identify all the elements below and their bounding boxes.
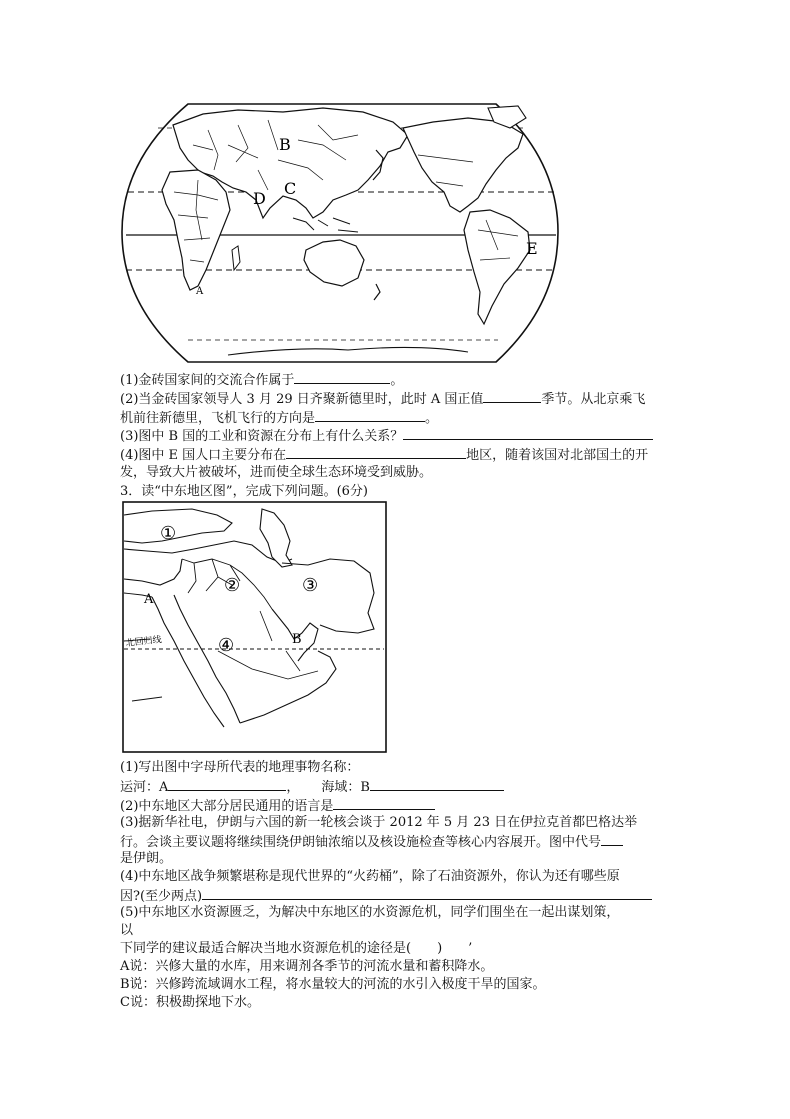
middle-east-label-1: ① [160,523,177,544]
middle-east-label-2: ② [224,575,241,596]
world-map-label-d: D [253,189,266,208]
q3-iran-code-blank[interactable] [601,832,623,846]
q3-sea-blank[interactable] [370,777,504,791]
q2-part3-blank[interactable] [403,426,653,440]
middle-east-label-3: ③ [302,575,319,596]
world-map-label-e: E [526,239,538,258]
middle-east-label-4: ④ [218,635,235,656]
world-map-label-b: B [279,135,291,154]
q2-part2-line2: 机前往新德里，飞机飞行的方向是 。 [120,408,438,428]
q3-part3-line2: 行。会谈主要议题将继续围绕伊朗铀浓缩以及核设施检查等核心内容展开。图中代号 [120,832,623,852]
q2-part1: (1)金砖国家间的交流合作属于 。 [120,370,403,390]
q3-part3-line1: (3)据新华社电，伊朗与六国的新一轮核会谈于 2012 年 5 月 23 日在伊拉克首都巴格达举 [120,815,638,830]
q3-option-b: B说：兴修跨流域调水工程，将水量较大的河流的水引入极度干旱的国家。 [120,977,546,992]
world-map-label-a: A [196,286,204,297]
q3-canal-blank[interactable] [168,777,286,791]
q3-option-c: C说：积极勘探地下水。 [120,995,260,1010]
q3-part1: (1)写出图中字母所代表的地理事物名称： [120,760,360,775]
middle-east-map [122,501,387,753]
q3-part5-line2: 以 [120,923,134,938]
q3-part3-line3: 是伊朗。 [120,851,173,866]
middle-east-label-b: B [292,632,302,647]
q3-part5-line3: 下同学的建议最适合解决当地水资源危机的途径是( ) ’ [120,941,473,956]
q3-title: 3．读“中东地区图”，完成下列问题。(6分) [120,484,368,499]
q3-part4-line1: (4)中东地区战争频繁堪称是现代世界的“火药桶”，除了石油资源外，你认为还有哪些原 [120,869,620,884]
tropic-of-cancer-label: 北回归线 [125,635,163,649]
q3-language-blank[interactable] [333,796,435,810]
q2-part1-blank[interactable] [294,370,390,384]
q2-part2-line1: (2)当金砖国家领导人 3 月 29 日齐聚新德里时，此时 A 国正值 季节。从北京乘飞 [120,389,645,409]
q2-part3: (3)图中 B 国的工业和资源在分布上有什么关系？ [120,426,653,446]
middle-east-label-a: A [144,592,154,607]
q3-part5-line1: (5)中东地区水资源匮乏，为解决中东地区的水资源危机，同学们围坐在一起出谋划策， [120,905,620,920]
q2-part2-season-blank[interactable] [483,389,541,403]
world-map-label-c: C [284,179,297,198]
q3-part1-answers: 运河：A ， 海域：B [120,777,504,797]
q3-part4-line2: 因?(至少两点) [120,886,652,906]
q2-part4-line1: (4)图中 E 国人口主要分布在 地区，随着该国对北部国土的开 [120,445,648,465]
world-map [118,100,563,365]
q3-reasons-blank[interactable] [202,886,652,900]
q2-part2-direction-blank[interactable] [315,408,425,422]
q3-part2: (2)中东地区大部分居民通用的语言是 [120,796,435,816]
q2-part4-region-blank[interactable] [286,445,466,459]
q3-option-a: A说：兴修大量的水库，用来调剂各季节的河流水量和蓄积降水。 [120,959,494,974]
q2-part4-line2: 发，导致大片被破坏，进而使全球生态环境受到威胁。 [120,465,433,480]
